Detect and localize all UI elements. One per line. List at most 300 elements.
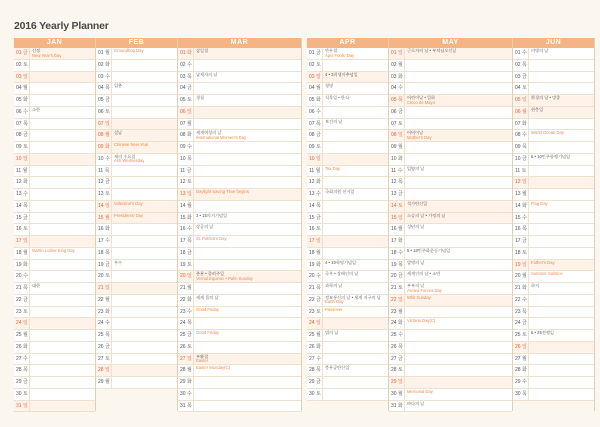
day-event: 3 • 15의거기념일 [196,212,228,218]
day-event: Chinese New Year [114,142,149,147]
day-row [14,330,95,342]
day-number: 22 일 [389,295,405,306]
day-row [178,389,301,401]
day-number: 05 일 [513,95,529,106]
day-event: 상공의 날 [196,224,214,230]
day-row [307,72,388,84]
day-event: 소한 [32,106,41,112]
day-row [178,142,301,154]
day-row [307,107,388,119]
day-row [389,342,512,354]
day-number: 21 목 [14,283,30,294]
day-number: 15 월 [96,213,112,224]
day-number: 24 일 [307,318,323,329]
day-number: 16 월 [389,224,405,235]
day-event [30,224,32,225]
day-row [96,342,177,354]
day-event: 보건의 날 [325,118,343,124]
day-number: 06 수 [14,107,30,118]
day-row [14,154,95,166]
day-row [389,142,512,154]
day-row [307,189,388,201]
day-row [389,189,512,201]
day-number: 09 목 [513,142,529,153]
day-number: 26 토 [178,342,194,353]
day-row [389,154,512,166]
day-row [96,177,177,189]
day-number: 09 수 [178,142,194,153]
day-row [14,142,95,154]
day-event: Presidents' Day [114,212,144,218]
day-row [307,401,388,413]
day-number: 11 월 [307,166,323,177]
day-row [96,154,177,166]
day-number: 21 화 [513,283,529,294]
day-event [529,119,531,120]
day-event [323,377,325,378]
month-header: FEB [96,38,177,48]
day-event [529,177,531,178]
day-row [96,119,177,131]
day-number: 03 일 [307,72,323,83]
day-event [30,213,32,214]
day-row [14,248,95,260]
day-row [14,213,95,225]
day-row [307,166,388,178]
day-row [513,307,594,319]
day-row [178,307,301,319]
day-row [14,307,95,319]
day-event [194,248,196,249]
day-number: 22 금 [14,295,30,306]
day-event [323,318,325,319]
day-row [178,401,301,413]
day-row [14,72,95,84]
day-row [513,318,594,330]
day-number: 05 금 [96,95,112,106]
day-row [96,166,177,178]
day-row [513,224,594,236]
day-event [323,248,325,249]
day-event: 4 • 3희생자추념일 [325,71,358,77]
day-event [30,260,32,261]
day-number: 05 토 [178,95,194,106]
day-event [194,401,196,402]
day-event [529,342,531,343]
day-row [178,48,301,60]
day-event: 법의 날 [325,330,339,335]
day-row [96,95,177,107]
day-event: 현충일 [531,106,544,112]
day-number: 08 일 [389,130,405,141]
day-number: 27 금 [389,354,405,365]
day-row [389,307,512,319]
day-row [14,342,95,354]
day-row [14,271,95,283]
day-event [529,248,531,249]
day-event [323,354,325,355]
day-event: 어버이날 Mother's Day [407,130,432,140]
day-number: 03 수 [96,72,112,83]
day-row [307,365,388,377]
day-row [307,119,388,131]
day-number: 07 일 [96,119,112,130]
day-event [529,236,531,237]
day-row [513,401,594,413]
day-event: 입춘 [114,83,123,89]
month-column-jun [513,38,595,411]
day-event [30,295,32,296]
day-event [112,248,114,249]
day-number: 05 화 [307,95,323,106]
day-event: Whit Sunday [407,294,431,300]
day-row [389,107,512,119]
day-number: 18 월 [14,248,30,259]
day-event [529,295,531,296]
day-row [96,60,177,72]
day-event [405,377,407,378]
day-event: Daylight Saving Time begins [196,189,249,194]
day-row [307,83,388,95]
day-event [112,330,114,331]
day-number: 06 토 [96,107,112,118]
day-event [405,72,407,73]
day-number: 19 화 [14,260,30,271]
day-number: 16 수 [178,224,194,235]
day-row [96,318,177,330]
day-row [14,201,95,213]
day-event: Passover [325,306,343,312]
day-row [513,107,594,119]
day-event [194,119,196,120]
day-number: 04 수 [389,83,405,94]
day-row [178,95,301,107]
day-row [389,119,512,131]
day-event: Memorial Day [407,388,433,394]
day-row [307,224,388,236]
day-number: 09 토 [307,142,323,153]
day-number: 31 일 [14,401,30,412]
day-row [389,295,512,307]
day-event [323,142,325,143]
day-number: 25 수 [389,330,405,341]
day-event: 국회의원 선거일 [325,189,355,194]
day-event [194,60,196,61]
day-number: 03 금 [513,72,529,83]
day-event [529,318,531,319]
day-event [194,377,196,378]
day-event [194,260,196,261]
day-row [513,95,594,107]
day-number: 02 목 [513,60,529,71]
day-row [307,201,388,213]
day-number: 28 목 [14,365,30,376]
day-number: 20 수 [307,271,323,282]
day-event [30,271,32,272]
day-row [389,177,512,189]
day-number: 28 목 [307,365,323,376]
day-number: 10 일 [307,154,323,165]
day-row [96,283,177,295]
day-row [14,60,95,72]
day-number: 26 화 [14,342,30,353]
day-number: 01 월 [96,48,112,59]
day-number: 02 수 [178,60,194,71]
day-row [389,260,512,272]
day-number: 16 토 [307,224,323,235]
day-event [529,83,531,84]
day-row [96,260,177,272]
day-number: 19 금 [96,260,112,271]
day-event: 춘분 • 종려주일 Vernal Equinox • Palm Sunday [196,271,253,281]
day-row [96,224,177,236]
day-number: 27 수 [307,354,323,365]
day-row [178,271,301,283]
day-event [529,72,531,73]
month-header: JUN [513,38,594,48]
day-row [14,377,95,389]
day-row [389,213,512,225]
day-event [30,365,32,366]
day-row [96,401,177,413]
day-number: 19 일 [513,260,529,271]
day-number: 20 금 [389,271,405,282]
day-number: 09 월 [389,142,405,153]
second-half [301,38,594,411]
day-number: 01 일 [389,48,405,59]
day-number: 17 목 [178,236,194,247]
month-column-apr [307,38,389,411]
day-event [194,318,196,319]
day-event [30,354,32,355]
day-number: 15 금 [14,213,30,224]
day-row [389,377,512,389]
day-row [307,60,388,72]
day-row [513,260,594,272]
day-number: 21 일 [96,283,112,294]
day-event [323,236,325,237]
day-number: 07 화 [513,119,529,130]
day-row [307,213,388,225]
day-number: 25 목 [96,330,112,341]
day-event [405,107,407,108]
day-event [112,119,114,120]
day-event: 식목일 • 한식 [325,95,350,100]
day-event: Groundhog Day [114,48,144,53]
day-number: 05 목 [389,95,405,106]
day-number: 30 토 [14,389,30,400]
day-event: 성년의 날 [407,224,425,230]
day-number: 04 월 [307,83,323,94]
day-event [30,318,32,319]
day-row [96,295,177,307]
day-number: 24 목 [178,318,194,329]
day-row [96,48,177,60]
day-event: 경칩 [196,95,205,100]
day-row [96,248,177,260]
day-row [14,224,95,236]
day-event [405,236,407,237]
day-number: 22 월 [96,295,112,306]
day-event: 세계 물의 날 [196,294,219,300]
day-event [405,83,407,84]
day-row [178,283,301,295]
day-event: Summer Solstice [531,271,563,277]
day-number: 25 월 [307,330,323,341]
day-event [112,283,114,284]
day-row [389,83,512,95]
day-number: 23 목 [513,307,529,318]
day-number: 02 토 [307,60,323,71]
day-number: 04 토 [513,83,529,94]
day-event [405,307,407,308]
day-row [307,48,388,60]
day-number: 29 수 [513,377,529,388]
day-number: 10 금 [513,154,529,165]
day-row [513,342,594,354]
day-number: 01 금 [307,48,323,59]
day-row [96,377,177,389]
day-event [112,107,114,108]
day-number: 22 수 [513,295,529,306]
day-row [307,295,388,307]
day-event [112,271,114,272]
day-number: 01 화 [178,48,194,59]
day-event [405,330,407,331]
day-event: 납세자의 날 [196,71,218,77]
day-number: 17 일 [307,236,323,247]
day-event [529,365,531,366]
day-number: 27 월 [513,354,529,365]
day-number: 09 화 [96,142,112,153]
day-row [307,330,388,342]
day-number: 15 금 [307,213,323,224]
day-event: 과학의 날 [325,283,343,288]
day-event [529,213,531,214]
day-row [96,130,177,142]
day-event [194,107,196,108]
day-row [178,260,301,272]
day-number: 28 일 [96,365,112,376]
day-row [513,130,594,142]
day-row [14,365,95,377]
month-column-jan [14,38,96,411]
day-row [14,389,95,401]
day-number: 08 수 [513,130,529,141]
day-event: 세계여성의 날 International Women's Day [196,130,247,140]
day-event: Martin Luther King Day [32,247,75,253]
day-event: 세계인의 날 • 소만 [407,271,441,277]
day-number: 22 화 [178,295,194,306]
day-event: 우수 [114,259,123,265]
day-event: 6 • 10민주항쟁기념일 [531,153,571,159]
day-row [14,260,95,272]
day-row [307,142,388,154]
day-number: 28 토 [389,365,405,376]
day-row [178,236,301,248]
day-row [14,48,95,60]
day-row [14,83,95,95]
day-row [307,177,388,189]
day-row [14,166,95,178]
day-number: 04 월 [14,83,30,94]
day-event [30,189,32,190]
day-number: 22 금 [307,295,323,306]
day-event: 6 • 25전쟁일 [531,330,554,335]
day-event: 4 • 19혁명기념일 [325,259,357,265]
day-event: 청명 [325,83,334,89]
day-event [405,365,407,366]
day-event [30,342,32,343]
day-row [178,224,301,236]
day-event: Valentine's Day [114,200,143,206]
day-number: 04 목 [96,83,112,94]
first-half [14,38,301,411]
day-number: 16 목 [513,224,529,235]
day-row [513,248,594,260]
day-row [178,177,301,189]
day-row [513,177,594,189]
day-number: 07 목 [307,119,323,130]
day-number: 30 월 [389,389,405,400]
day-number: 31 화 [389,401,405,412]
day-row [178,154,301,166]
day-row [178,72,301,84]
day-number: 01 금 [14,48,30,59]
day-number: 06 수 [307,107,323,118]
day-number: 05 화 [14,95,30,106]
day-number: 13 일 [178,189,194,200]
day-event [30,154,32,155]
day-row [178,189,301,201]
day-row [96,365,177,377]
day-event [112,189,114,190]
day-event [323,389,325,390]
day-number: 19 목 [389,260,405,271]
day-event [529,307,531,308]
day-event [194,389,196,390]
day-event [194,177,196,178]
day-number: 17 금 [513,236,529,247]
day-number: 13 토 [96,189,112,200]
day-event: Flag Day [531,200,548,206]
day-row [307,95,388,107]
day-number: 29 금 [14,377,30,388]
day-row [96,142,177,154]
day-event [112,342,114,343]
day-event [529,142,531,143]
day-row [513,330,594,342]
day-row [14,236,95,248]
day-event [529,60,531,61]
day-row [178,130,301,142]
day-number: 06 일 [178,107,194,118]
day-row [513,283,594,295]
day-event [112,72,114,73]
day-row [389,166,512,178]
day-event [194,342,196,343]
day-row [96,201,177,213]
day-row [389,354,512,366]
day-row [96,107,177,119]
day-number: 12 목 [389,177,405,188]
day-row [96,307,177,319]
day-event [30,236,32,237]
day-row [307,389,388,401]
day-row [178,213,301,225]
day-row [513,60,594,72]
day-row [14,177,95,189]
